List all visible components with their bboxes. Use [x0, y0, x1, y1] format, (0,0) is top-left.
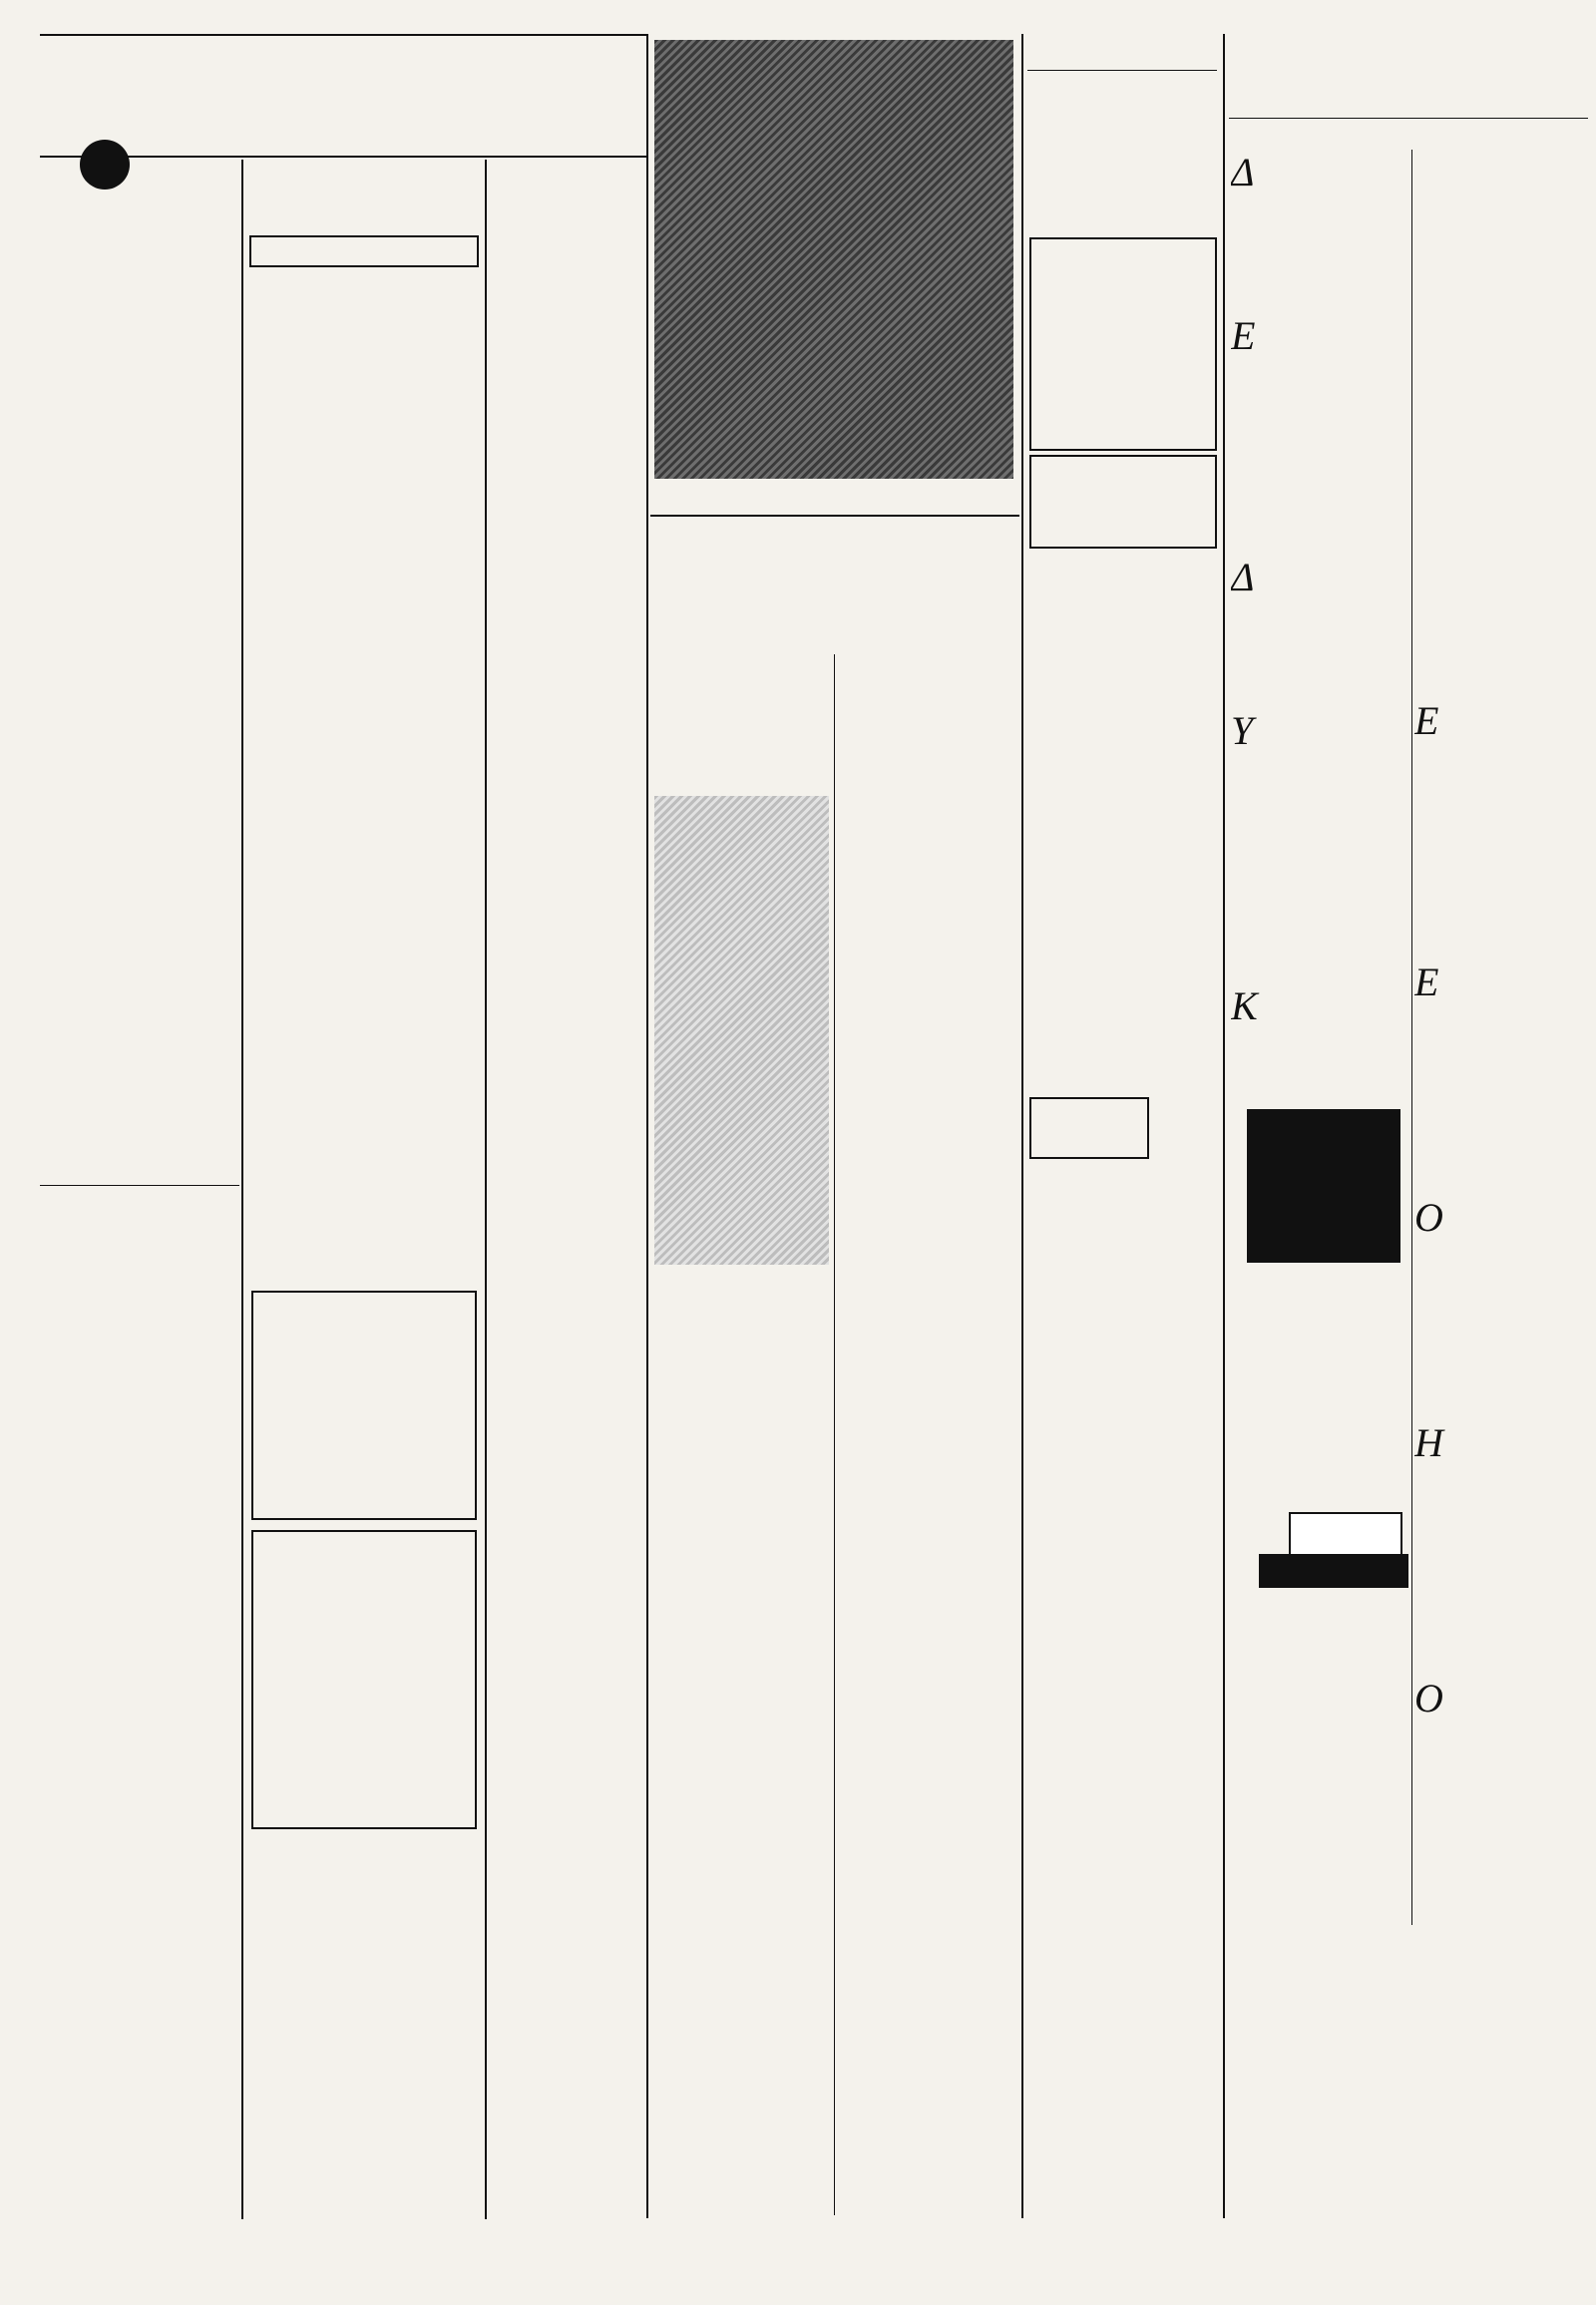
peiraieus-list [493, 794, 638, 1083]
dropcap-epsilon-1: Ε [1231, 317, 1256, 358]
col3-col4-divider [1021, 34, 1023, 2218]
eleftherostomies-p6 [1414, 702, 1588, 958]
dropcap-eta: Η [1414, 1424, 1443, 1465]
eleftherostomies-p8 [1414, 1424, 1588, 1674]
doctor-text [1231, 1803, 1410, 1923]
mnimosyno-text [1035, 465, 1211, 521]
afixi-text [1029, 1688, 1217, 2216]
col2-col3-divider [485, 160, 487, 2219]
eleftherostomies-p6b [1414, 963, 1588, 1193]
eleftherostomies-rule [1229, 118, 1588, 119]
dropcap-kappa: Κ [1231, 987, 1258, 1028]
crossword-solution [1231, 1438, 1410, 1502]
odisy-logo [1029, 1097, 1149, 1159]
official-announcement [249, 176, 479, 235]
aula-text [249, 1225, 479, 1285]
afixeis-text [1029, 164, 1215, 233]
ekkl-text [1231, 1612, 1410, 1646]
eleftherostomies-p2-cont [1414, 317, 1588, 696]
col1-col2-divider [241, 160, 243, 2219]
eleftherostomies-p4 [1231, 712, 1410, 961]
dropcap-delta-1: Δ [1231, 154, 1255, 194]
fabric-mako-ad[interactable] [251, 1530, 477, 1829]
radio-heading [249, 235, 479, 267]
eleftherostomies-p9 [1414, 1680, 1588, 1923]
dialexeis-text [44, 1209, 235, 1947]
col4-col5-divider [1223, 34, 1225, 2218]
sports-body-left-2 [654, 1297, 829, 2214]
eleftherostomies-p7 [1414, 1199, 1588, 1418]
radio-programme-3 [249, 900, 479, 1029]
national-theatre-ad[interactable] [251, 1291, 477, 1520]
petrol-kana-banner[interactable] [1289, 1512, 1402, 1556]
ink-blot [80, 140, 130, 190]
col1-body [44, 188, 235, 866]
eleftherostomies-p5 [1231, 987, 1410, 1053]
col2-col3-divider-main [646, 34, 648, 2218]
gamoi-text [1029, 90, 1215, 142]
masthead-rule [40, 34, 648, 36]
dropcap-delta-2: Δ [1231, 559, 1255, 599]
ekdoseis-text [493, 1753, 638, 1853]
vivlia-text [44, 1968, 235, 2088]
section-title-rule [40, 156, 648, 158]
kino-list [493, 407, 638, 776]
iatrous-text [44, 2111, 235, 2210]
nea-text [1231, 1672, 1410, 1781]
crossword-clues [1231, 1269, 1410, 1418]
col3-inner-divider [834, 654, 835, 2215]
tech-results [840, 1117, 1014, 1444]
agones-text [493, 1101, 638, 1161]
section-title [42, 38, 630, 156]
diakiriksis-text [1029, 754, 1217, 904]
col3-rule-top [650, 515, 1019, 517]
col5-inner-divider [1411, 150, 1412, 1925]
dropcap-upsilon: Υ [1231, 712, 1254, 753]
col1-rule-1 [40, 1185, 239, 1186]
dilosis-text [1029, 575, 1217, 704]
eleftherostomies-p1-cont [1414, 154, 1588, 311]
kideia-text [1035, 249, 1211, 409]
petrol-kana-brand[interactable] [1259, 1554, 1408, 1588]
kideia-notice [1029, 237, 1217, 451]
theamata-list [493, 180, 638, 389]
eleftherostomies-p2 [1231, 317, 1410, 553]
football-text [840, 1466, 1014, 2214]
dropcap-epsilon-2: Ε [1414, 702, 1439, 743]
sek-text [1029, 956, 1217, 1091]
crossword-grid[interactable] [1247, 1109, 1400, 1263]
radio-programme-1 [249, 305, 479, 684]
eleftherostomies-p3 [1231, 559, 1410, 706]
anakoinosis-text [1029, 1191, 1217, 1650]
kiniseis-text [493, 1378, 638, 1418]
sports-body-left [654, 658, 829, 790]
radio-programme-4 [249, 1063, 479, 1203]
dropcap-omicron: Ο [1414, 1199, 1443, 1240]
mnimosyno-notice [1029, 455, 1217, 549]
dropcap-epsilon-3: Ε [1414, 963, 1439, 1004]
runner-photo [654, 796, 829, 1265]
farmakeia-text [493, 1454, 638, 1733]
eleftherostomies-p1 [1231, 154, 1410, 311]
sports-body-right [840, 658, 1014, 1095]
radio-programme-2 [249, 718, 479, 868]
koinonika-rule [1027, 70, 1217, 71]
dropcap-omicron-2: Ο [1414, 1680, 1443, 1721]
hurdles-photo [654, 40, 1013, 479]
synaulia-text [493, 1179, 638, 1358]
